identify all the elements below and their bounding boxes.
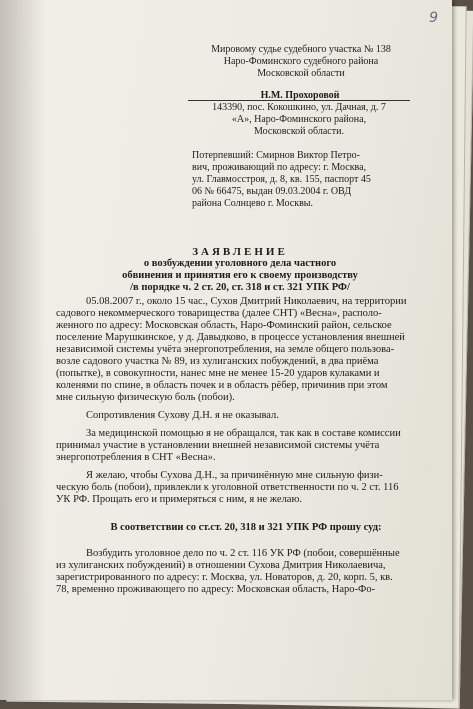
victim-line: Потерпевший: Смирнов Виктор Петро- — [192, 150, 360, 161]
body-line: За медицинской помощью я не обращался, так как в составе комиссии — [86, 428, 401, 439]
body-line: Сопротивления Сухову Д.Н. я не оказывал. — [86, 410, 279, 421]
court-line: Наро-Фоминского судебного района — [223, 56, 379, 67]
body-line: поселение Марушкинское, у д. Давыдково, в процессе установления внешней — [56, 332, 405, 343]
body-line: 05.08.2007 г., около 15 час., Сухов Дмитрий Николаевич, на территории — [86, 296, 407, 307]
document-body — [56, 296, 436, 596]
court-addressee — [186, 44, 416, 80]
body-line: (попытке), в совокупности, нанес мне не менее 15-20 ударов кулаками и — [56, 368, 380, 379]
body-line: Я желаю, чтобы Сухова Д.Н., за причинённую мне сильную физи- — [86, 470, 383, 481]
title-line: обвинения и принятия его к своему производству — [122, 270, 358, 281]
body-line: Возбудить уголовное дело по ч. 2 ст. 116 УК РФ (побои, совершённые — [86, 548, 400, 559]
title-heading: ЗАЯВЛЕНИЕ — [192, 246, 288, 258]
court-address — [188, 102, 410, 138]
body-line: мне сильную физическую боль (побои). — [56, 392, 235, 403]
body-line: энергопотребления в СНТ «Весна». — [56, 452, 216, 463]
victim-line: района Солнцево г. Москвы. — [192, 198, 314, 209]
body-line: независимой системы учёта энергопотребления, на земле общего пользова- — [56, 344, 395, 355]
body-line: коленями по спине, в область почек и в область рёбер, причинив при этом — [56, 380, 388, 391]
title-line: о возбуждении уголовного дела частного — [143, 258, 337, 269]
victim-details — [192, 150, 412, 210]
body-line: возле садового участка № 89, из хулиганских побуждений, в два приёма — [56, 356, 379, 367]
body-line: садового некоммерческого товарищества (далее СНТ) «Весна», располо- — [56, 308, 382, 319]
underline — [188, 100, 410, 101]
body-line: ческую боль (побои), привлекли к уголовной ответственности по ч. 2 ст. 116 — [56, 482, 399, 493]
request-heading: В соответствии со ст.ст. 20, 318 и 321 УПК РФ прошу суд: — [110, 522, 382, 533]
body-line: 78, временно проживающего по адресу: Московская область, Наро-Фо- — [56, 584, 376, 595]
victim-line: 06 № 66475, выдан 09.03.2004 г. ОВД — [192, 186, 352, 197]
document-title — [60, 246, 420, 294]
page-number: 9 — [429, 10, 438, 26]
title-line: /в порядке ч. 2 ст. 20, ст. 318 и ст. 321 УПК РФ/ — [130, 282, 350, 293]
judge-name: Н.М. Прохоровой — [260, 90, 340, 101]
body-line: зарегистрированного по адресу: г. Москва, ул. Новаторов, д. 20, корп. 5, кв. — [56, 572, 393, 583]
page-shadow — [0, 0, 46, 700]
court-line: Московской области — [257, 68, 345, 79]
body-line: принимал участие в установлении внешней независимой системы учёта — [56, 440, 380, 451]
victim-line: ул. Главмосстроя, д. 8, кв. 155, паспорт 45 — [192, 174, 371, 185]
court-address-line: Московской области. — [254, 126, 344, 137]
court-address-line: «А», Наро-Фоминского района, — [231, 114, 367, 125]
court-line: Мировому судье судебного участка № 138 — [211, 44, 391, 55]
victim-line: вич, проживающий по адресу: г. Москва, — [192, 162, 367, 173]
body-line: из хулиганских побуждений) в отношении Сухова Дмитрия Николаевича, — [56, 560, 386, 571]
body-line: УК РФ. Прощать его и примеряться с ним, я не желаю. — [56, 494, 302, 505]
court-address-line: 143390, пос. Кокошкино, ул. Дачная, д. 7 — [212, 102, 386, 113]
body-line: женного по адресу: Московская область, Наро-Фоминский район, сельское — [56, 320, 392, 331]
